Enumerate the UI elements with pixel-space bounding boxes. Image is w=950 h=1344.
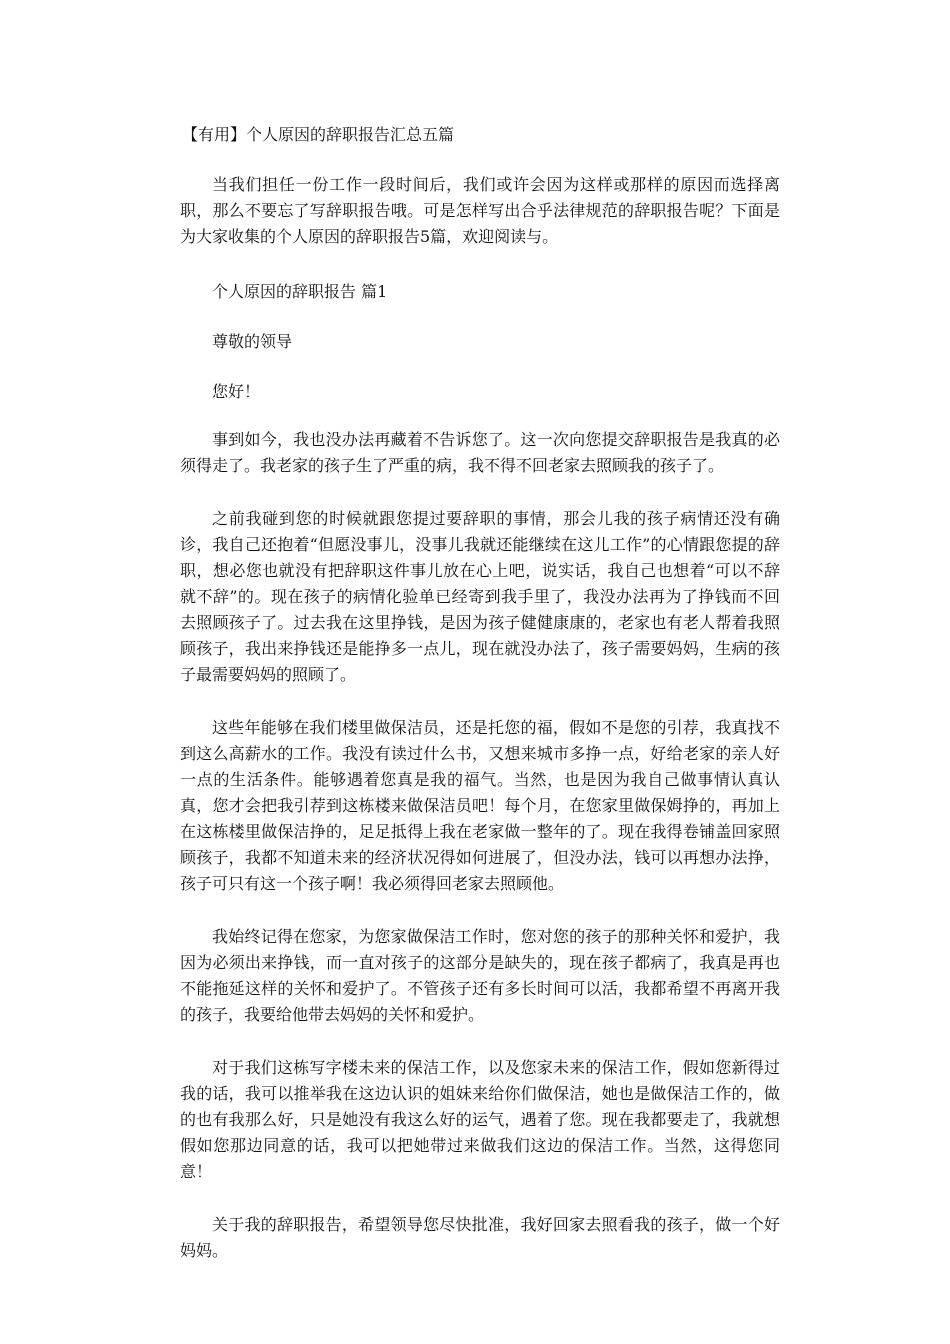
body-paragraph: 我始终记得在您家，为您家做保洁工作时，您对您的孩子的那种关怀和爱护，我因为必须出来挣钱，而一直对孩子的这部分是缺失的，现在孩子都病了，我真是再也不能拖延这样的关怀和爱护了。不管孩子还有多长时间可以活，我都希望不再离开我的孩子，我要给他带去妈妈的关怀和爱护。 (180, 927, 780, 1024)
document-page (180, 120, 780, 1264)
greeting: 您好！ (212, 382, 261, 401)
intro-paragraph: 当我们担任一份工作一段时间后，我们或许会因为这样或那样的原因而选择离职，那么不要忘了写辞职报告哦。可是怎样写出合乎法律规范的辞职报告呢？下面是为大家收集的个人原因的辞职报告5篇，欢迎阅读与。 (180, 175, 780, 246)
document-title: 【有用】个人原因的辞职报告汇总五篇 (182, 125, 455, 144)
body-paragraph: 这些年能够在我们楼里做保洁员，还是托您的福，假如不是您的引荐，我真找不到这么高薪水的工作。我没有读过什么书，又想来城市多挣一点，好给老家的亲人好一点的生活条件。能够遇着您真是我的福气。当然，也是因为我自己做事情认真认真，您才会把我引荐到这栋楼来做保洁员吧！每个月，在您家里做保姆挣的，再加上在这栋楼里做保洁挣的，足足抵得上我在老家做一整年的了。现在我得卷铺盖回家照顾孩子，我都不知道未来的经济状况得如何进展了，但没办法，钱可以再想办法挣，孩子可只有这一个孩子啊！我必须得回老家去照顾他。 (180, 718, 780, 893)
body-paragraph: 对于我们这栋写字楼未来的保洁工作，以及您家未来的保洁工作，假如您新得过我的话，我可以推举我在这边认识的姐妹来给你们做保洁，她也是做保洁工作的，做的也有我那么好，只是她没有我这么好的运气，遇着了您。现在我都要走了，我就想假如您那边同意的话，我可以把她带过来做我们这边的保洁工作。当然，这得您同意！ (180, 1058, 780, 1181)
body-paragraph: 之前我碰到您的时候就跟您提过要辞职的事情，那会儿我的孩子病情还没有确诊，我自己还抱着“但愿没事儿，没事儿我就还能继续在这儿工作”的心情跟您提的辞职，想必您也就没有把辞职这件事儿放在心上吧，说实话，我自己也想着“可以不辞就不辞”的。现在孩子的病情化验单已经寄到我手里了，我没办法再为了挣钱而不回去照顾孩子了。过去我在这里挣钱，是因为孩子健健康康的，老家也有老人帮着我照顾孩子，我出来挣钱还是能挣多一点儿，现在就没办法了，孩子需要妈妈，生病的孩子最需要妈妈的照顾了。 (180, 509, 780, 684)
body-paragraph: 关于我的辞职报告，希望领导您尽快批准，我好回家去照看我的孩子，做一个好妈妈。 (180, 1215, 780, 1260)
section-heading: 个人原因的辞职报告 篇1 (212, 282, 388, 301)
salutation: 尊敬的领导 (212, 332, 293, 351)
body-paragraph: 事到如今，我也没办法再藏着不告诉您了。这一次向您提交辞职报告是我真的必须得走了。我老家的孩子生了严重的病，我不得不回老家去照顾我的孩子了。 (180, 430, 780, 475)
